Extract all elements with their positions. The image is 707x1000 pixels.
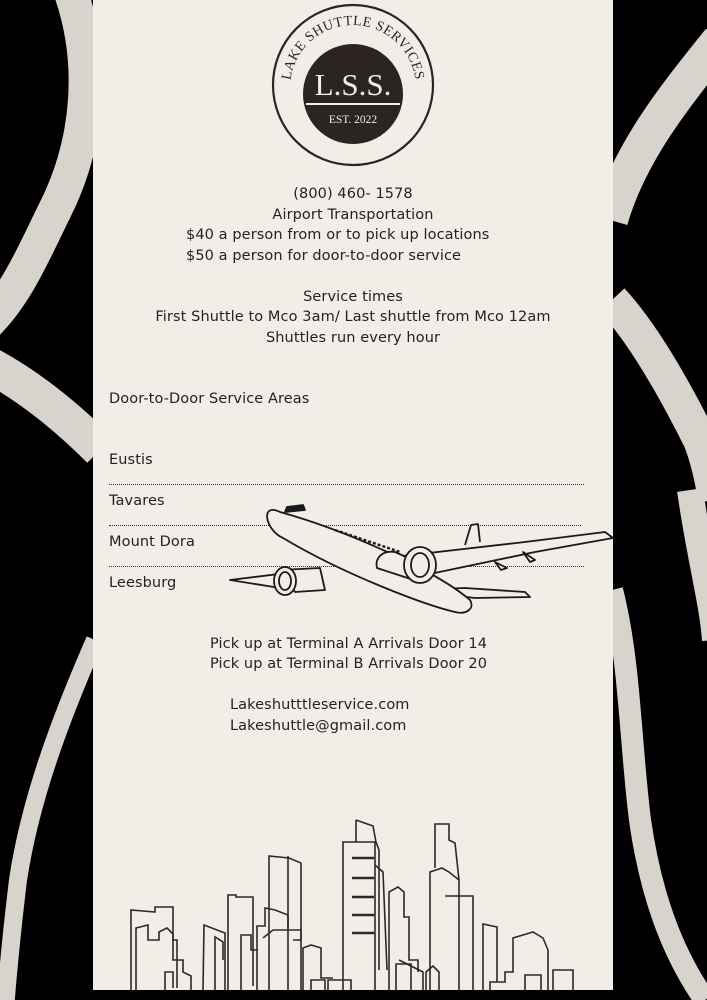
- swirl-right-top: [610, 40, 707, 220]
- city-skyline-icon: [93, 800, 613, 990]
- schedule-title: Service times: [303, 289, 403, 305]
- area-leesburg: Leesburg: [109, 575, 177, 591]
- website-link[interactable]: Lakeshutttleservice.com: [230, 697, 410, 713]
- swirl-left-mid: [0, 360, 100, 450]
- logo-established: EST. 2022: [328, 114, 378, 126]
- price-pickup: $40 a person from or to pick up locations: [186, 227, 490, 243]
- area-mount-dora: Mount Dora: [109, 534, 195, 550]
- airplane-icon: [225, 490, 613, 620]
- area-eustis: Eustis: [109, 452, 153, 468]
- pickup-terminal-a: Pick up at Terminal A Arrivals Door 14: [210, 636, 488, 652]
- price-door-to-door: $50 a person for door-to-door service: [186, 248, 462, 264]
- schedule-hours: First Shuttle to Mco 3am/ Last shuttle from Mco 12am: [155, 309, 551, 325]
- divider: [109, 484, 584, 485]
- swirl-left-bottom: [5, 640, 95, 1000]
- area-tavares: Tavares: [109, 493, 165, 509]
- brand-logo: [268, 0, 438, 170]
- schedule-frequency: Shuttles run every hour: [265, 330, 441, 346]
- swirl-right-bottom: [690, 490, 707, 640]
- swirl-right-lower: [612, 590, 705, 1000]
- service-areas-title: Door-to-Door Service Areas: [109, 391, 310, 407]
- email-link[interactable]: Lakeshuttle@gmail.com: [230, 718, 407, 734]
- phone-number: (800) 460- 1578: [293, 186, 413, 202]
- logo-monogram: L.S.S.: [314, 67, 392, 102]
- service-title: Airport Transportation: [272, 207, 434, 223]
- swirl-left-top: [0, 0, 86, 330]
- logo-arc-text: LAKE SHUTTLE SERVICES: [279, 13, 427, 82]
- swirl-right-mid: [612, 300, 707, 500]
- flyer-panel: [93, 0, 613, 990]
- pickup-terminal-b: Pick up at Terminal B Arrivals Door 20: [210, 656, 488, 672]
